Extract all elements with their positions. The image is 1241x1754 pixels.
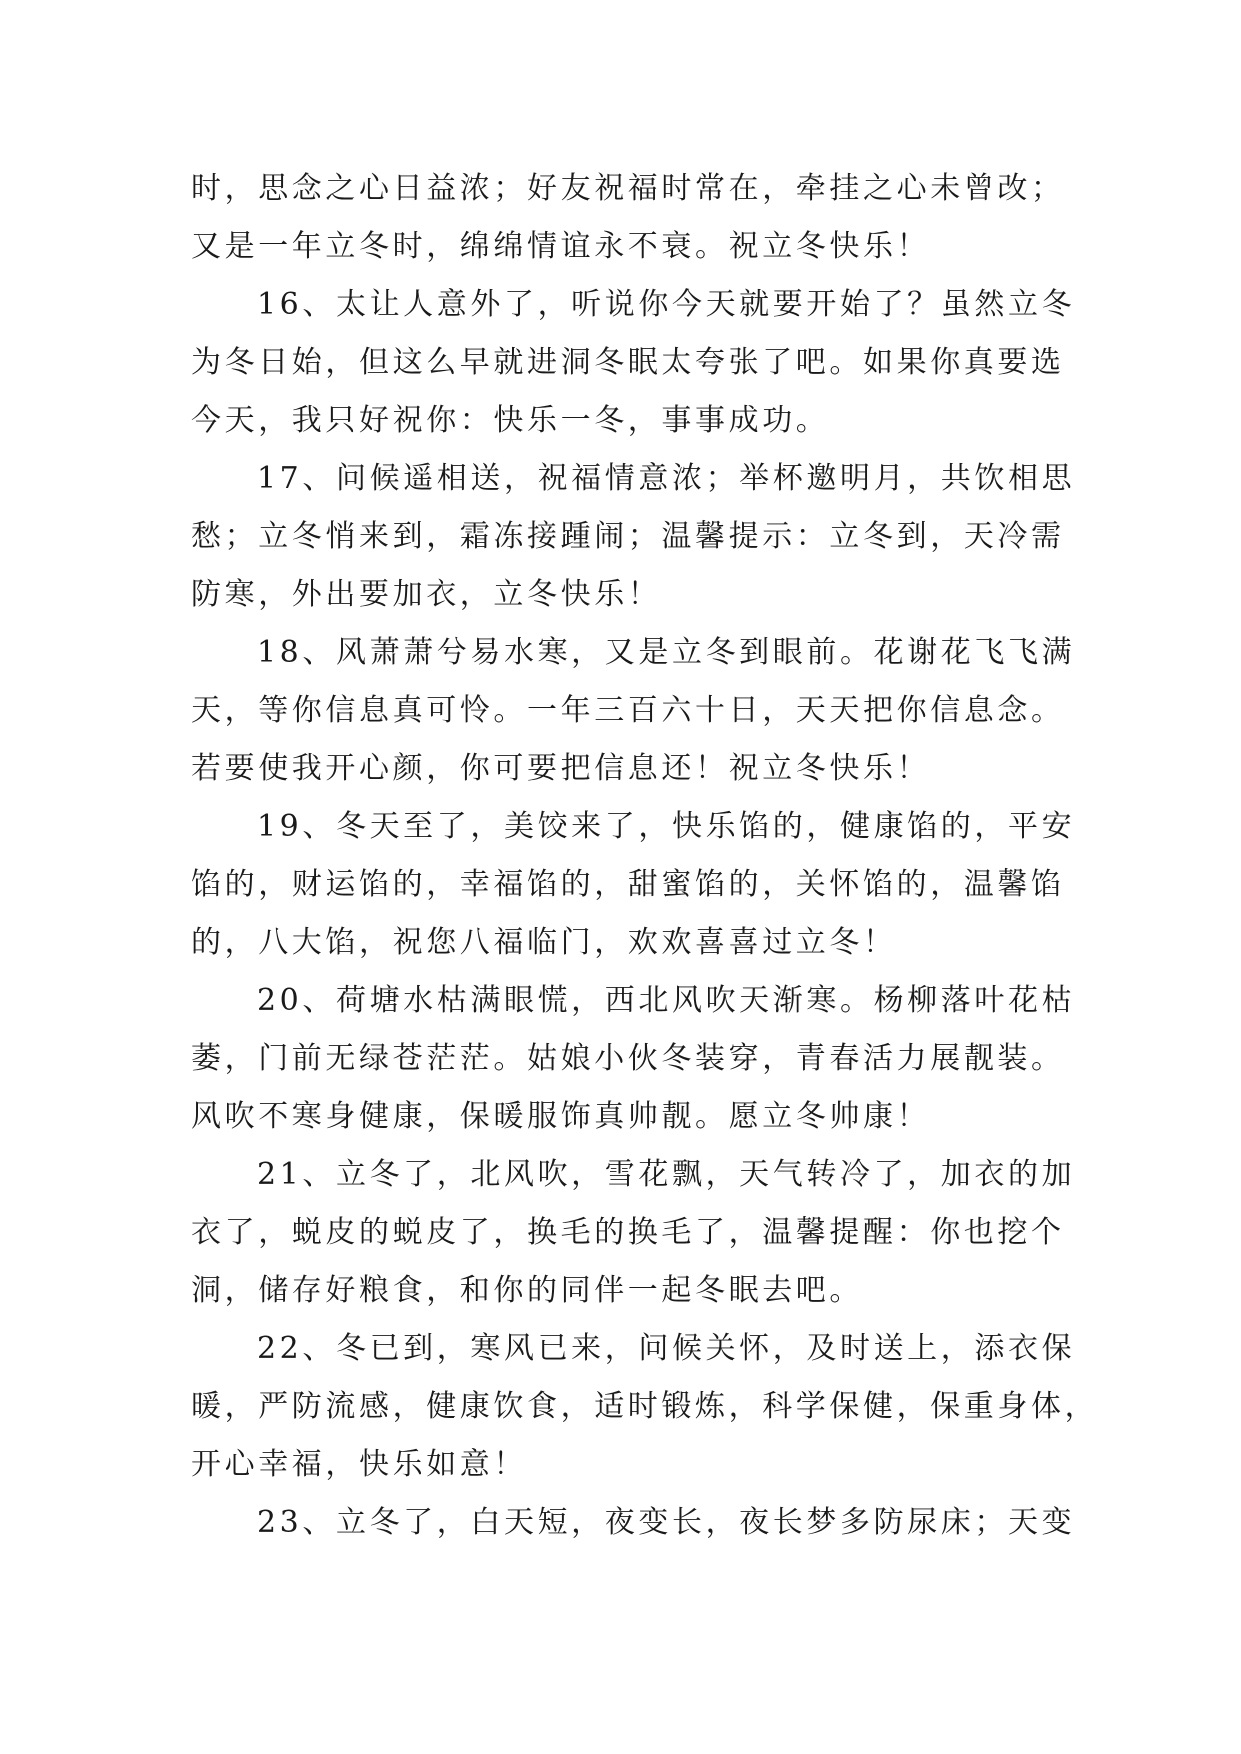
paragraph-first-line: 18、风萧萧兮易水寒，又是立冬到眼前。花谢花飞飞满 [257,635,1076,670]
paragraph-first-line: 20、荷塘水枯满眼慌，西北风吹天渐寒。杨柳落叶花枯 [257,983,1076,1018]
body-text [191,160,1099,1552]
paragraph-first-line: 19、冬天至了，美饺来了，快乐馅的，健康馅的，平安 [257,809,1076,844]
text-line: 为冬日始，但这么早就进洞冬眠太夸张了吧。如果你真要选 [191,345,1065,380]
text-line: 开心幸福，快乐如意！ [191,1447,527,1482]
text-line: 风吹不寒身健康，保暖服饰真帅靓。愿立冬帅康！ [191,1099,931,1134]
text-line: 衣了，蜕皮的蜕皮了，换毛的换毛了，温馨提醒：你也挖个 [191,1215,1065,1250]
text-line: 若要使我开心颜，你可要把信息还！祝立冬快乐！ [191,751,931,786]
paragraph-first-line: 17、问候遥相送，祝福情意浓；举杯邀明月，共饮相思 [257,461,1076,496]
text-line: 又是一年立冬时，绵绵情谊永不衰。祝立冬快乐！ [191,229,931,264]
paragraph-first-line: 16、太让人意外了，听说你今天就要开始了？虽然立冬 [257,287,1076,322]
paragraph-first-line: 23、立冬了，白天短，夜变长，夜长梦多防尿床；天变 [257,1505,1076,1540]
text-line: 萎，门前无绿苍茫茫。姑娘小伙冬装穿，青春活力展靓装。 [191,1041,1065,1076]
text-line: 天，等你信息真可怜。一年三百六十日，天天把你信息念。 [191,693,1065,728]
text-line: 的，八大馅，祝您八福临门，欢欢喜喜过立冬！ [191,925,897,960]
text-line: 暖，严防流感，健康饮食，适时锻炼，科学保健，保重身体， [191,1389,1099,1424]
text-line: 时，思念之心日益浓；好友祝福时常在，牵挂之心未曾改； [191,171,1065,206]
text-line: 馅的，财运馅的，幸福馅的，甜蜜馅的，关怀馅的，温馨馅 [191,867,1065,902]
text-line: 今天，我只好祝你：快乐一冬，事事成功。 [191,403,830,438]
paragraph-first-line: 22、冬已到，寒风已来，问候关怀，及时送上，添衣保 [257,1331,1076,1366]
text-line: 洞，储存好粮食，和你的同伴一起冬眠去吧。 [191,1273,863,1308]
text-line: 愁；立冬悄来到，霜冻接踵闹；温馨提示：立冬到，天冷需 [191,519,1065,554]
paragraph-first-line: 21、立冬了，北风吹，雪花飘，天气转冷了，加衣的加 [257,1157,1076,1192]
text-line: 防寒，外出要加衣，立冬快乐！ [191,577,662,612]
